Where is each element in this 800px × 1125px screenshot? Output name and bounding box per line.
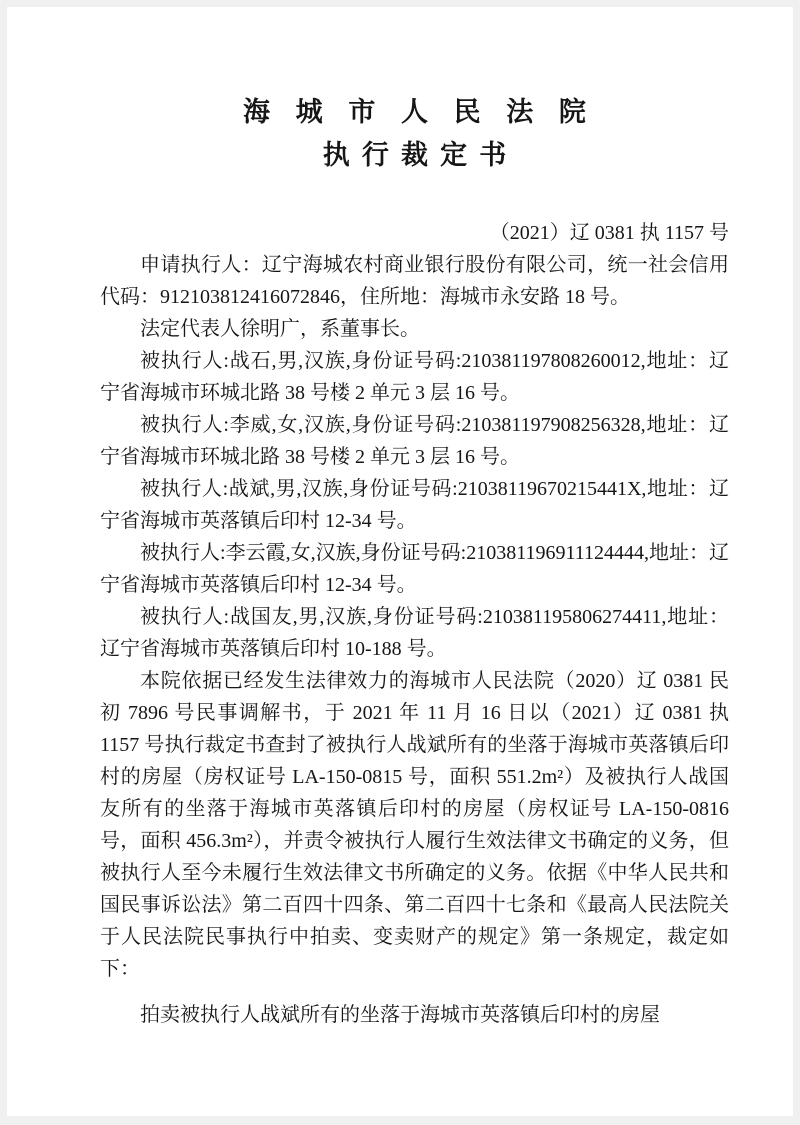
document-page (7, 7, 793, 1116)
paragraph-applicant: 申请执行人：辽宁海城农村商业银行股份有限公司，统一社会信用代码：912103812416072846，住所地：海城市永安路 18 号。 (100, 254, 729, 309)
document-title: 执行裁定书 (322, 140, 519, 171)
paragraph-findings: 本院依据已经发生法律效力的海城市人民法院（2020）辽 0381 民初 7896 号民事调解书，于 2021 年 11 月 16 日以（2021）辽 0381 执 1157 号执行裁定书查封了被执行人战斌所有的坐落于海城市英落镇后印村的房屋（房权证号 LA-150-0815 号，面积 551.2m²）及被执行人战国友所有的坐落于海城市英落镇后印村的房屋（房权证号 LA-150-0816 号，面积 456.3m²），并责令被执行人履行生效法律文书确定的义务，但被执行人至今未履行生效法律文书所确定的义务。依据《中华人民共和国民事诉讼法》第二百四十四条、第二百四十七条和《最高人民法院关于人民法院民事执行中拍卖、变卖财产的规定》第一条规定，裁定如下： (100, 670, 729, 981)
paragraph-respondent-2: 被执行人:李威,女,汉族,身份证号码:210381197908256328,地址：辽宁省海城市环城北路 38 号楼 2 单元 3 层 16 号。 (100, 414, 729, 469)
paragraph-respondent-3: 被执行人:战斌,男,汉族,身份证号码:21038119670215441X,地址：辽宁省海城市英落镇后印村 12-34 号。 (100, 478, 729, 533)
paragraph-ruling: 拍卖被执行人战斌所有的坐落于海城市英落镇后印村的房屋 (140, 1004, 660, 1027)
paragraph-respondent-1: 被执行人:战石,男,汉族,身份证号码:210381197808260012,地址：辽宁省海城市环城北路 38 号楼 2 单元 3 层 16 号。 (100, 350, 729, 405)
court-name: 海城市人民法院 (243, 97, 612, 127)
paragraph-respondent-5: 被执行人:战国友,男,汉族,身份证号码:210381195806274411,地址：辽宁省海城市英落镇后印村 10-188 号。 (100, 606, 729, 661)
paragraph-respondent-4: 被执行人:李云霞,女,汉族,身份证号码:210381196911124444,地址：辽宁省海城市英落镇后印村 12-34 号。 (100, 542, 729, 597)
document-body (100, 249, 729, 1031)
paragraph-legal-representative: 法定代表人徐明广，系董事长。 (140, 318, 420, 341)
case-number: （2021）辽 0381 执 1157 号 (489, 222, 729, 245)
